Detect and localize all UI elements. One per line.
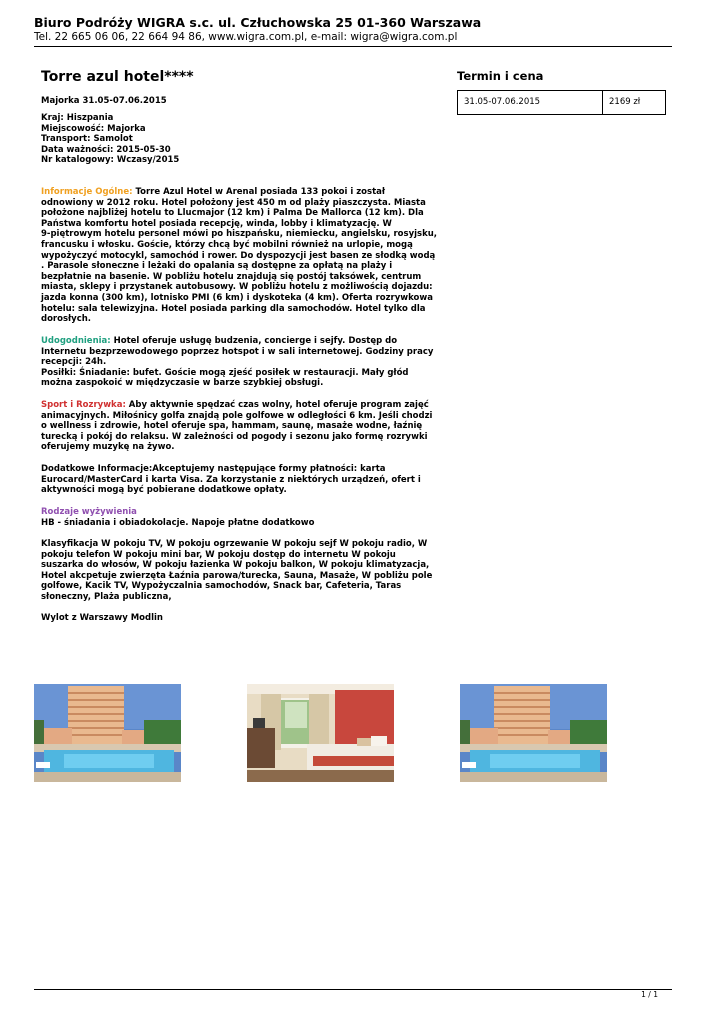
amenities-line: Posiłki: Śniadanie: bufet. Goście mogą zjeść posiłek w restauracji. Mały głód	[41, 367, 409, 378]
page-number: 1 / 1	[641, 990, 658, 999]
classification-section	[41, 539, 441, 603]
price-date: 31.05-07.06.2015	[458, 91, 603, 114]
board-section	[41, 507, 441, 528]
general-line: . Parasole słoneczne i leżaki do opalania są dostępne za opłatą na plaży i	[41, 261, 393, 272]
detail-validity: Data ważności: 2015-05-30	[41, 144, 171, 155]
sport-line: oferujemy muzykę na żywo.	[41, 442, 175, 453]
sport-section	[41, 400, 441, 453]
price-table	[457, 90, 666, 115]
amenities-line: recepcji: 24h.	[41, 357, 107, 368]
class-line: Hotel akcpetuje zwierzęta Łaźnia parowa/turecka, Sauna, Masaże, W pobliżu pole	[41, 570, 433, 581]
offer-subtitle: Majorka 31.05-07.06.2015	[41, 96, 167, 106]
extra-line: aktywności mogą być pobierane dodatkowe opłaty.	[41, 485, 287, 496]
general-line: bezpłatnie na basenie. W pobliżu hotelu znajdują się postój taksówek, centrum	[41, 271, 422, 282]
extra-info-section	[41, 464, 441, 496]
amenities-line: Hotel oferuje usługę budzenia, concierge i sejfy. Dostęp do	[110, 336, 398, 346]
board-label: Rodzaje wyżywienia	[41, 507, 137, 517]
amenities-label: Udogodnienia:	[41, 336, 111, 346]
general-line: hotelu: sala telewizyjna. Hotel posiada parking dla samochodów. Hotel tylko dla	[41, 303, 426, 314]
class-line: pokoju telefon W pokoju mini bar, W pokoju dostęp do internetu W pokoju	[41, 549, 396, 560]
price-value: 2169 zł	[609, 97, 641, 107]
general-line: położone najbliżej hotelu to Llucmajor (12 km) i Palma De Mallorca (12 km). Dla	[41, 208, 424, 219]
sport-line: animacyjnych. Miłośnicy golfa znajdą pole golfowe w odległości 6 km. Jeśli chodzi	[41, 410, 433, 421]
detail-place: Miejscowość: Majorka	[41, 123, 146, 134]
general-line: 9-piętrowym hotelu personel mówi po hiszpańsku, niemiecku, angielsku, rosyjsku,	[41, 229, 438, 240]
sport-line: Aby aktywnie spędzać czas wolny, hotel oferuje program zajęć	[125, 400, 429, 410]
hotel-pool-photo-2	[460, 684, 607, 782]
detail-catalog: Nr katalogowy: Wczasy/2015	[41, 155, 180, 166]
sport-line: o wellness i zdrowie, hotel oferuje spa, hammam, saunę, masaże wodne, łaźnię	[41, 421, 423, 432]
detail-country: Kraj: Hiszpania	[41, 113, 114, 123]
company-header: Biuro Podróży WIGRA s.c. ul. Człuchowska 25 01-360 Warszawa	[34, 15, 482, 30]
sport-line: turecką i pokój do relaksu. W zależności od pogody i sezonu jako formę rozrywki	[41, 431, 428, 442]
detail-transport: Transport: Samolot	[41, 134, 133, 145]
footer-divider	[34, 989, 672, 990]
general-line: Państwa komfortu hotel posiada recepcję, winda, lobby i klimatyzację. W	[41, 218, 392, 229]
departure-info: Wylot z Warszawy Modlin	[41, 613, 163, 623]
board-text: HB - śniadania i obiadokolacje. Napoje płatne dodatkowo	[41, 517, 315, 528]
general-line: odnowiony w 2012 roku. Hotel położony jest 450 m od plaży piaszczysta. Miasta	[41, 197, 426, 208]
amenities-line: można zaspokoić w międzyczasie w barze szybkiej obsługi.	[41, 378, 324, 389]
general-line: wypożyczyć motocykl, samochód i rower. Do dyspozycji jest basen ze słodką wodą	[41, 250, 436, 261]
class-line: golfowe, Kacik TV, Wypożyczalnia samochodów, Snack bar, Cafeteria, Taras	[41, 581, 402, 592]
general-info-section	[41, 187, 441, 325]
offer-details	[41, 113, 441, 166]
extra-line: Dodatkowe Informacje:Akceptujemy następujące formy płatności: karta	[41, 464, 386, 474]
general-info-label: Informacje Ogólne:	[41, 187, 133, 197]
general-line: francusku i włosku. Goście, którzy chcą być mobilni również na urlopie, mogą	[41, 239, 413, 250]
amenities-section	[41, 336, 441, 389]
sport-label: Sport i Rozrywka:	[41, 400, 126, 410]
header-divider	[34, 46, 672, 47]
general-line: miasta, sklepy i przystanek autobusowy. W pobliżu hotelu z możliwością dojazdu:	[41, 282, 433, 293]
general-line: dorosłych.	[41, 314, 92, 325]
class-line: słoneczny, Plaża publiczna,	[41, 591, 172, 602]
class-line: Klasyfikacja W pokoju TV, W pokoju ogrzewanie W pokoju sejf W pokoju radio, W	[41, 539, 428, 549]
general-line: jazda konna (300 km), lotnisko PMI (6 km) i dyskoteka (4 km). Oferta rozrywkowa	[41, 292, 433, 303]
hotel-title: Torre azul hotel****	[41, 69, 194, 85]
amenities-line: Internetu bezprzewodowego poprzez hotspot i w sali internetowej. Godziny pracy	[41, 346, 434, 357]
pricing-title: Termin i cena	[457, 69, 544, 83]
class-line: suszarka do włosów, W pokoju łazienka W pokoju balkon, W pokoju klimatyzacja,	[41, 560, 430, 571]
extra-line: Eurocard/MasterCard i karta Visa. Za korzystanie z niektórych urządzeń, ofert i	[41, 474, 421, 485]
hotel-room-photo	[247, 684, 394, 782]
hotel-pool-photo	[34, 684, 181, 782]
general-line: Torre Azul Hotel w Arenal posiada 133 pokoi i został	[132, 187, 386, 197]
contact-line: Tel. 22 665 06 06, 22 664 94 86, www.wigra.com.pl, e-mail: wigra@wigra.com.pl	[34, 31, 458, 43]
